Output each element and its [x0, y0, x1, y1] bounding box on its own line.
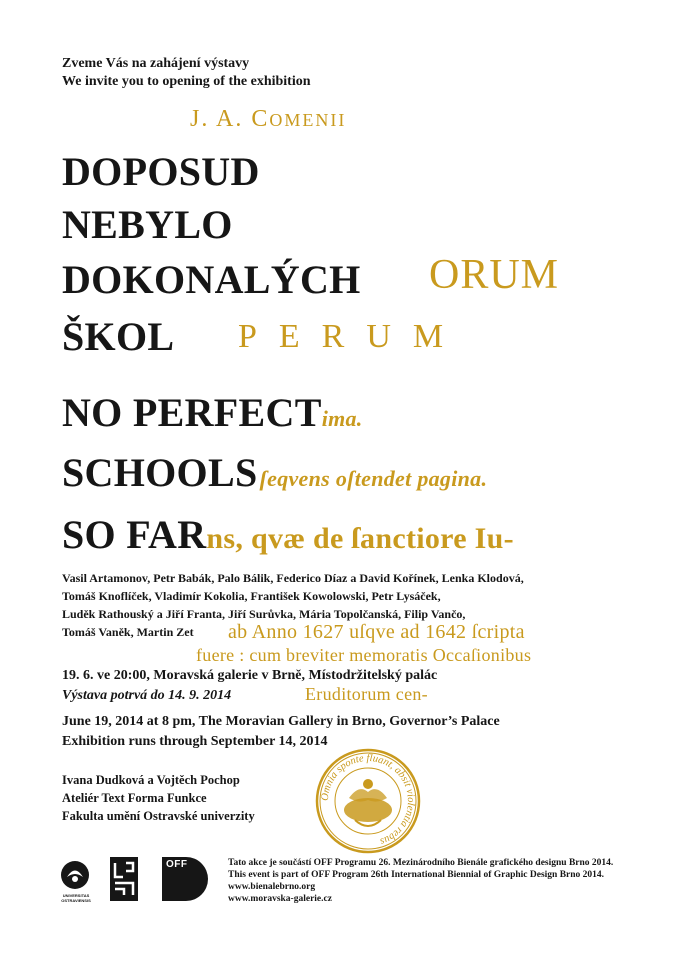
- title-czech-line-4: ŠKOL: [62, 314, 175, 359]
- artists-line-2: Tomáš Knoflíček, Vladimír Kokolia, František Kowolowski, Petr Lysáček,: [62, 589, 441, 603]
- title-czech-line-2: NEBYLO: [62, 202, 233, 247]
- title-english-text-2: SCHOOLS: [62, 450, 258, 495]
- latin-seqvens: ſeqvens oſtendet pagina.: [259, 466, 488, 491]
- author-initials: J. A.: [190, 106, 252, 132]
- event-runs-en: Exhibition runs through September 14, 2014: [62, 734, 328, 749]
- event-runs-cz: Výstava potrvá do 14. 9. 2014: [62, 688, 232, 703]
- comenius-seal-icon: [315, 748, 421, 854]
- latin-anno: ab Anno 1627 uſqve ad 1642 ſcripta: [228, 621, 525, 643]
- author-cap: C: [251, 106, 270, 132]
- faculty-logo-icon: [110, 857, 138, 901]
- latin-fuere: fuere : cum breviter memoratis Occaſionibus: [196, 645, 532, 665]
- artists-line-1: Vasil Artamonov, Petr Babák, Palo Bálik, Federico Díaz a David Kořínek, Lenka Klodová,: [62, 571, 524, 585]
- university-logo-text: UNIVERSITAS OSTRAVIENSIS: [61, 893, 91, 903]
- off-logo-text: OFF: [166, 859, 188, 870]
- author-name: [190, 106, 346, 133]
- title-english-text-3: SO FAR: [62, 512, 207, 557]
- event-date-en: June 19, 2014 at 8 pm, The Moravian Gallery in Brno, Governor’s Palace: [62, 714, 500, 729]
- event-date-cz: 19. 6. ve 20:00, Moravská galerie v Brně, Místodržitelský palác: [62, 668, 438, 683]
- title-czech-line-1: DOPOSUD: [62, 149, 260, 194]
- curator-names: Ivana Dudková a Vojtěch Pochop: [62, 773, 240, 787]
- latin-sanctiore: ns, qvæ de ſanctiore Iu-: [206, 522, 514, 555]
- title-english-line-1: [62, 389, 363, 436]
- latin-perum: PERUM: [238, 318, 466, 355]
- author-rest: OMENII: [269, 110, 347, 130]
- off-logo-icon: [162, 857, 208, 901]
- curator-faculty: Fakulta umění Ostravské univerzity: [62, 809, 255, 823]
- footer-link-bienale[interactable]: www.bienalebrno.org: [228, 882, 316, 892]
- invitation-czech: Zveme Vás na zahájení výstavy: [62, 56, 250, 71]
- artists-line-4: Tomáš Vaněk, Martin Zet: [62, 625, 194, 639]
- title-english-line-3: [62, 511, 514, 558]
- latin-ima: ima.: [321, 406, 363, 431]
- seal-text: Omnia sponte fluant, absit violentia rebus: [319, 752, 417, 847]
- title-english-text-1: NO PERFECT: [62, 390, 322, 435]
- footer-cz: Tato akce je součástí OFF Programu 26. Mezinárodního Bienále grafického designu Brno 2014.: [228, 858, 614, 868]
- university-logo-icon: [60, 860, 90, 890]
- footer-link-gallery[interactable]: www.moravska-galerie.cz: [228, 894, 332, 904]
- curator-studio: Ateliér Text Forma Funkce: [62, 791, 207, 805]
- latin-eruditorum: Eruditorum cen-: [305, 684, 428, 704]
- invitation-english: We invite you to opening of the exhibition: [62, 74, 311, 89]
- title-czech-line-3: DOKONALÝCH: [62, 257, 361, 302]
- latin-orum: ORUM: [429, 252, 560, 298]
- title-english-line-2: [62, 449, 487, 496]
- footer-en: This event is part of OFF Program 26th International Biennial of Graphic Design Brno 2014.: [228, 870, 605, 880]
- artists-line-3: Luděk Rathouský a Jiří Franta, Jiří Surůvka, Mária Topolčanská, Filip Vančo,: [62, 607, 466, 621]
